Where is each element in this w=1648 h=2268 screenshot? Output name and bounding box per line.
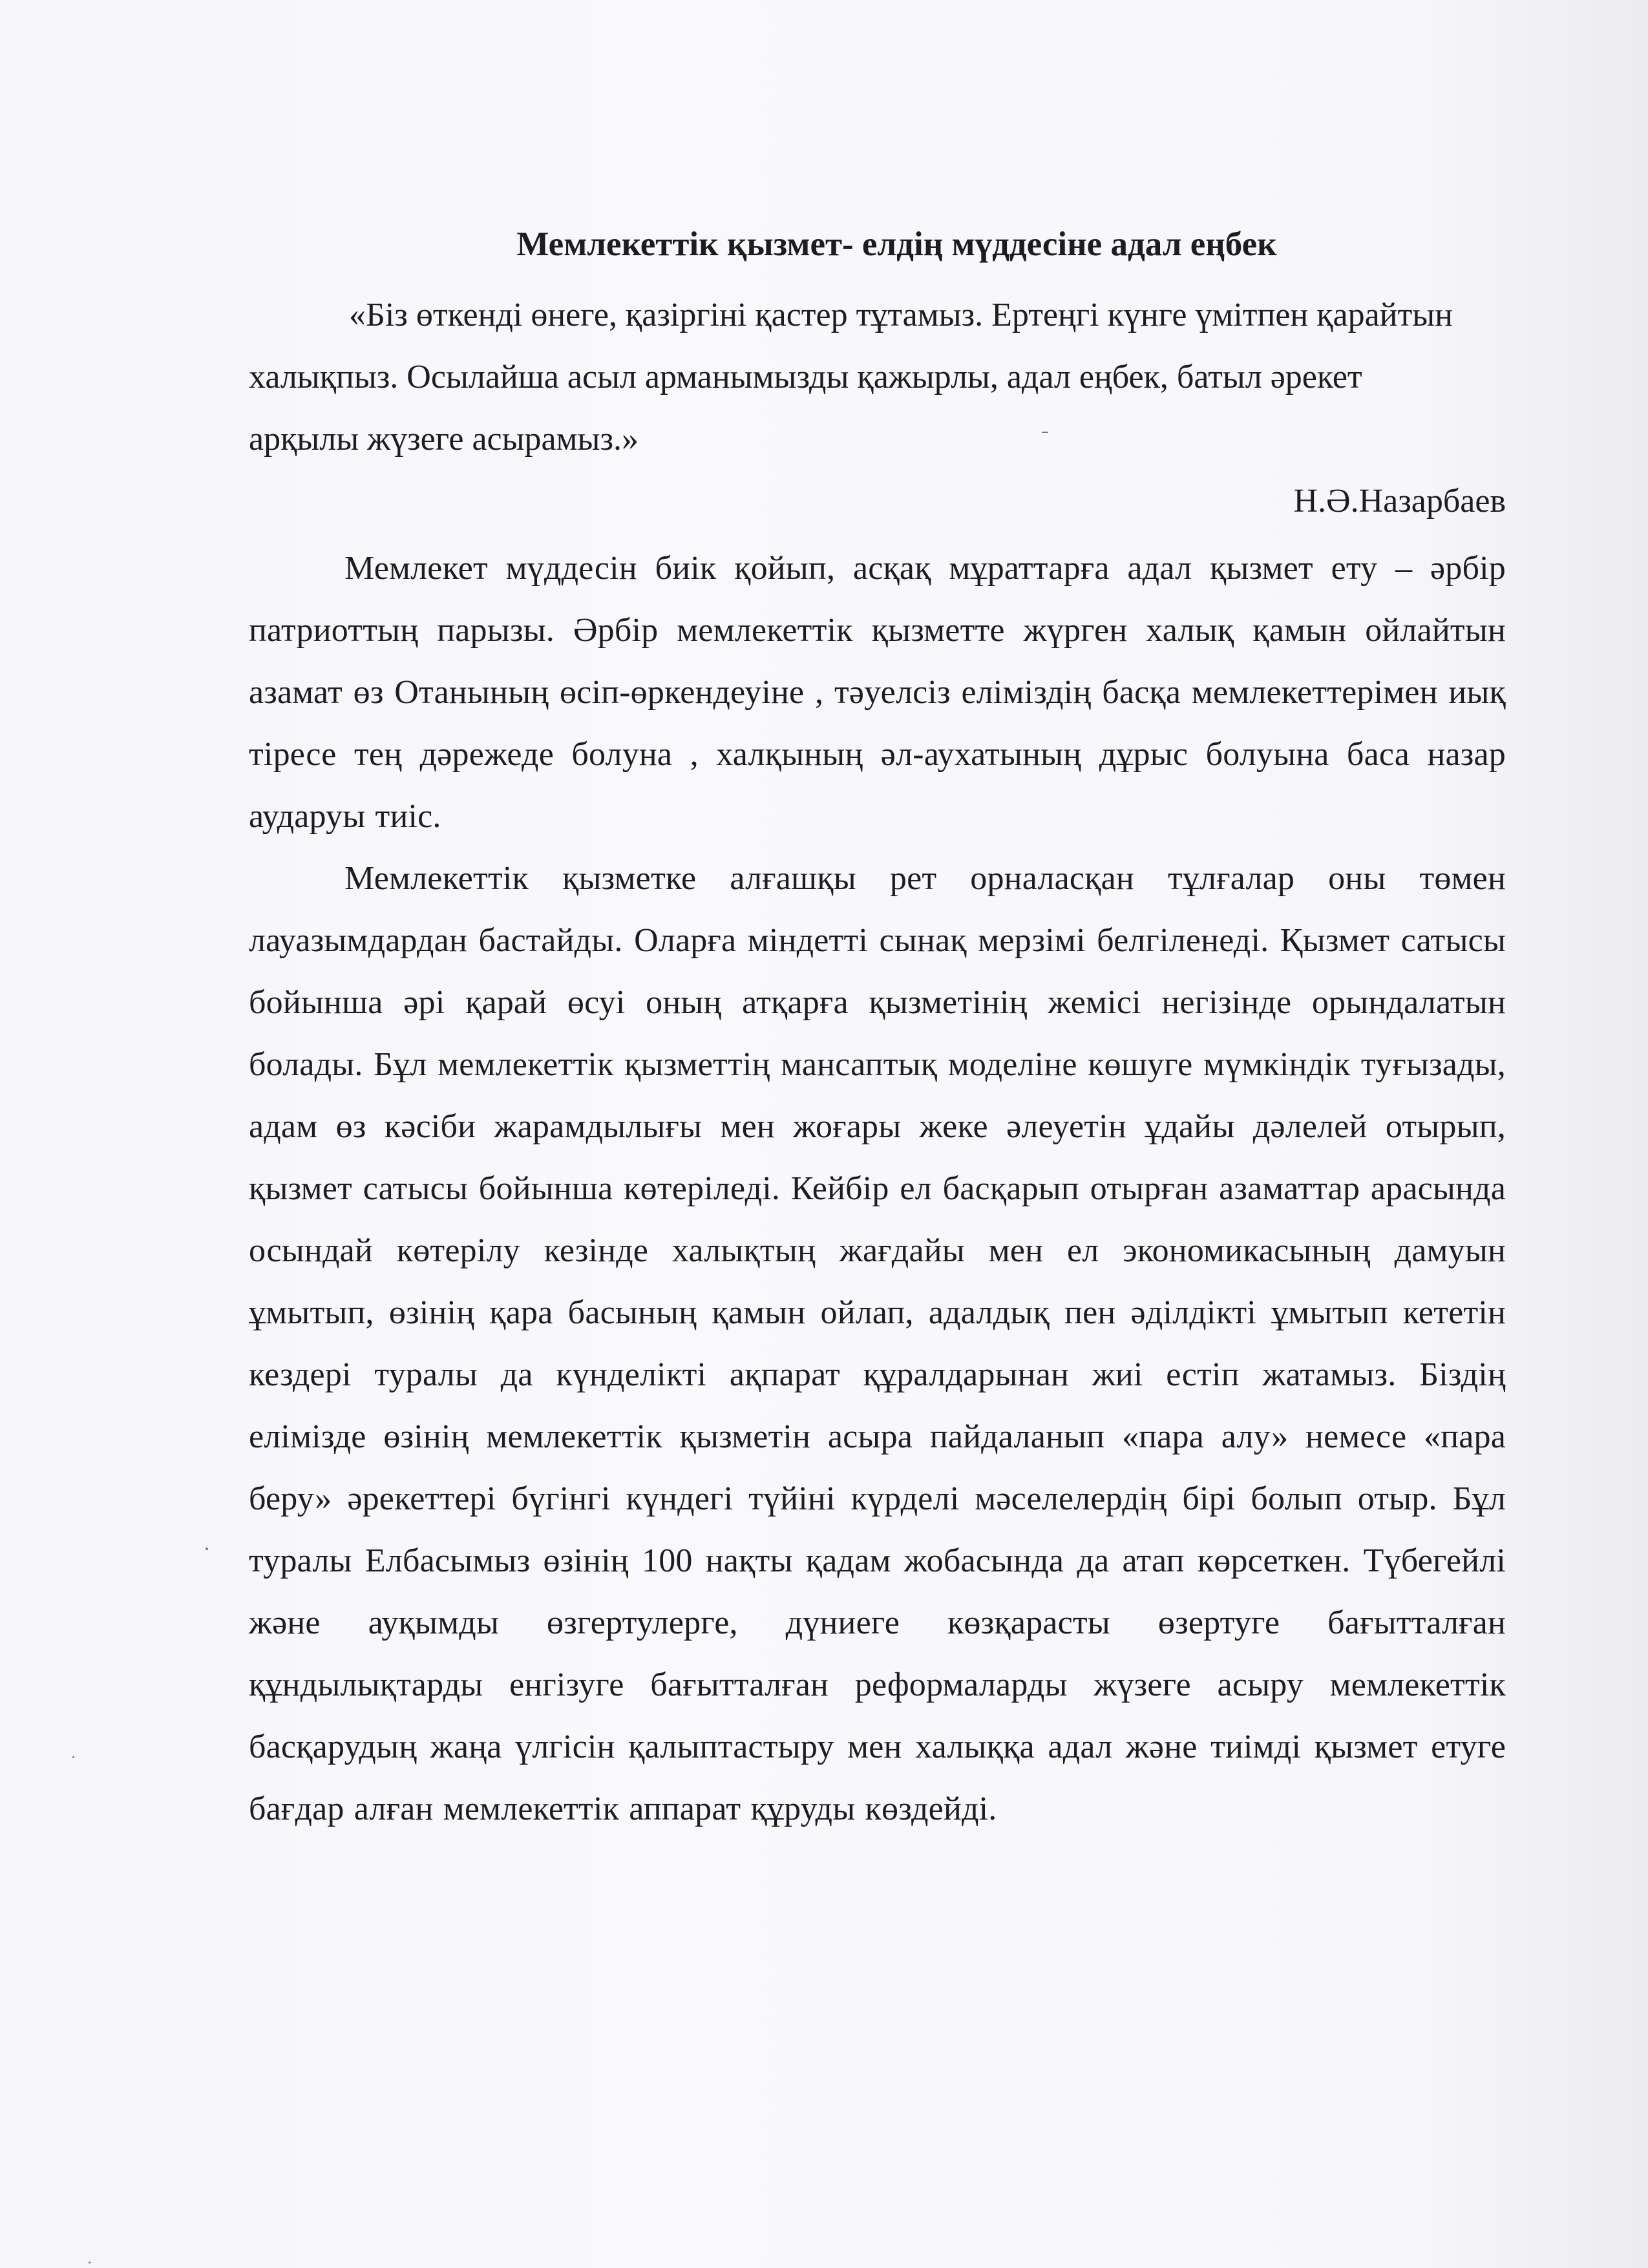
scan-speck: [206, 1548, 208, 1550]
paragraph-2: Мемлекеттік қызметке алғашқы рет орналасқан тұлғалар оны төмен лауазымдардан бастайды. Оларға міндетті сынақ мерзімі белгіленеді. Қызмет сатысы бойынша әрі қарай өсуі оның атқарға қызметінің жемісі негізінде орындалатын болады. Бұл мемлекеттік қызметтің мансаптық моделіне көшуге мүмкіндік туғызады, адам өз кәсіби жарамдылығы мен жоғары жеке әлеуетін ұдайы дәлелей отырып, қызмет сатысы бойынша көтеріледі. Кейбір ел басқарып отырған азаматтар арасында осындай көтерілу кезінде халықтың жағдайы мен ел экономикасының дамуын ұмытып, өзінің қара басының қамын ойлап, адалдық пен әділдікті ұмытып кететін кездері туралы да күнделікті ақпарат құралдарынан жиі естіп жатамыз. Біздің елімізде өзінің мемлекеттік қызметін асыра пайдаланып «пара алу» немесе «пара беру» әрекеттері бүгінгі күндегі түйіні күрделі мәселелердің бірі болып отыр. Бұл туралы Елбасымыз өзінің 100 нақты қадам жобасында да атап көрсеткен. Түбегейлі және ауқымды өзгертулерге, дүниеге көзқарасты өзертуге бағытталған құндылықтарды енгізуге бағытталған реформаларды жүзеге асыру мемлекеттік басқарудың жаңа үлгісін қалыптастыру мен халыққа адал және тиімді қызмет етуге бағдар алған мемлекеттік аппарат құруды көздейді.: [249, 860, 1506, 1827]
scan-speck: [89, 2262, 90, 2263]
document-title: Мемлекеттік қызмет- елдің мүддесіне адал еңбек: [516, 226, 1277, 263]
scan-speck: [1042, 432, 1048, 433]
scan-speck: [72, 1756, 74, 1758]
epigraph-author: Н.Ә.Назарбаев: [1293, 483, 1506, 520]
document-body: [249, 213, 1506, 1840]
paragraph-1: Мемлекет мүддесін биік қойып, асқақ мұраттарға адал қызмет ету – әрбір патриоттың парызы. Әрбір мемлекеттік қызметте жүрген халық қамын ойлайтын азамат өз Отанының өсіп-өркендеуіне , тәуелсіз еліміздің басқа мемлекеттерімен иық тіресе тең дәрежеде болуна , халқының әл-аухатының дұрыс болуына баса назар аударуы тиіс.: [249, 550, 1506, 835]
epigraph-quote: «Біз өткенді өнеге, қазіргіні қастер тұтамыз. Ертеңгі күнге үмітпен қарайтын халықпыз. Осылайша асыл арманымызды қажырлы, адал еңбек, батыл әрекет арқылы жүзеге асырамыз.»: [249, 297, 1453, 457]
